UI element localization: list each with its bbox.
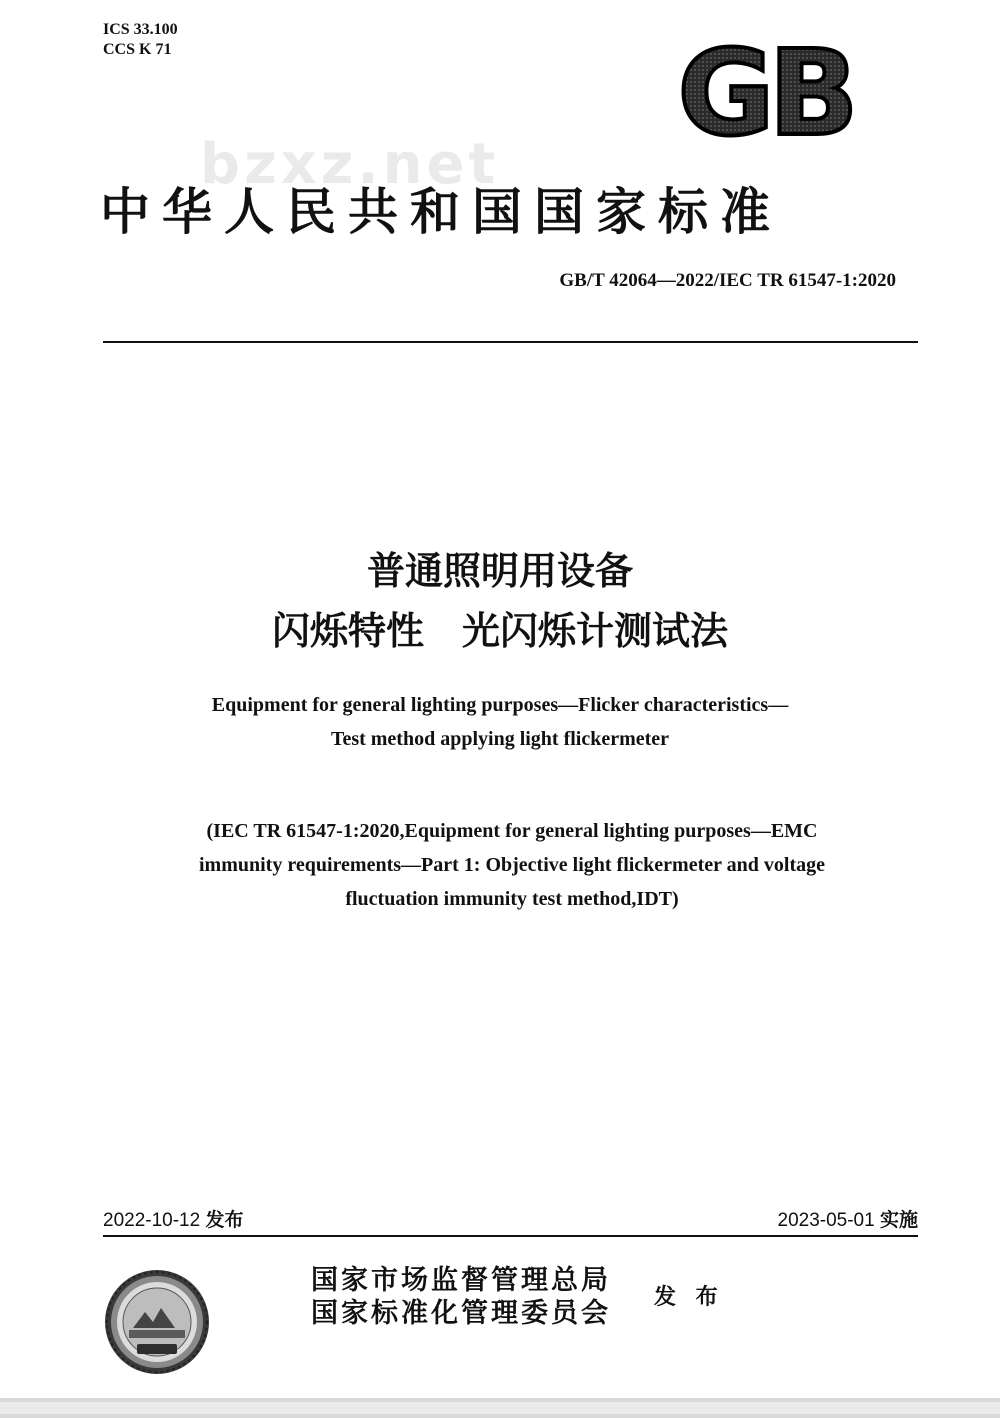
classification-codes bbox=[103, 20, 178, 60]
title-zh-line2: 闪烁特性 光闪烁计测试法 bbox=[271, 609, 728, 653]
issuer-sac: 国家标准化管理委员会 bbox=[311, 1298, 611, 1329]
bottom-divider bbox=[103, 1235, 918, 1237]
implement-date-value: 2023-05-01 bbox=[777, 1210, 875, 1231]
issue-label: 发 布 bbox=[654, 1284, 724, 1310]
title-en-line2: Test method applying light flickermeter bbox=[330, 728, 670, 750]
title-en bbox=[0, 688, 1000, 756]
gb-logo bbox=[665, 36, 865, 144]
gb-logo-text: GB bbox=[677, 36, 853, 144]
scrollbar-track[interactable] bbox=[0, 1402, 1000, 1414]
reference-line3: fluctuation immunity test method,IDT) bbox=[345, 888, 679, 910]
adoption-reference bbox=[0, 814, 1000, 916]
reference-line2: immunity requirements—Part 1: Objective light flickermeter and voltage bbox=[199, 854, 825, 876]
national-standard-title: 中华人民共和国国家标准 bbox=[100, 182, 782, 241]
standard-number: GB/T 42064—2022/IEC TR 61547-1:2020 bbox=[559, 270, 896, 291]
publish-date bbox=[103, 1205, 244, 1232]
ics-code: ICS 33.100 bbox=[103, 21, 178, 38]
anti-counterfeit-seal-icon bbox=[103, 1268, 211, 1376]
implement-date bbox=[778, 1205, 919, 1232]
watermark: bzxz.net bbox=[200, 132, 500, 197]
publish-date-label: 发布 bbox=[205, 1209, 244, 1231]
viewer-bottom-scrollbar[interactable] bbox=[0, 1398, 1000, 1418]
implement-date-label: 实施 bbox=[879, 1209, 918, 1231]
issuer-samr: 国家市场监督管理总局 bbox=[311, 1265, 611, 1296]
reference-line1: (IEC TR 61547-1:2020,Equipment for general lighting purposes—EMC bbox=[206, 820, 818, 842]
title-en-line1: Equipment for general lighting purposes—Flicker characteristics— bbox=[211, 694, 789, 716]
ccs-code: CCS K 71 bbox=[103, 41, 172, 58]
top-divider bbox=[103, 341, 918, 343]
title-zh-line1: 普通照明用设备 bbox=[366, 549, 633, 593]
issuing-authorities bbox=[311, 1264, 611, 1330]
publish-date-value: 2022-10-12 bbox=[103, 1210, 201, 1231]
